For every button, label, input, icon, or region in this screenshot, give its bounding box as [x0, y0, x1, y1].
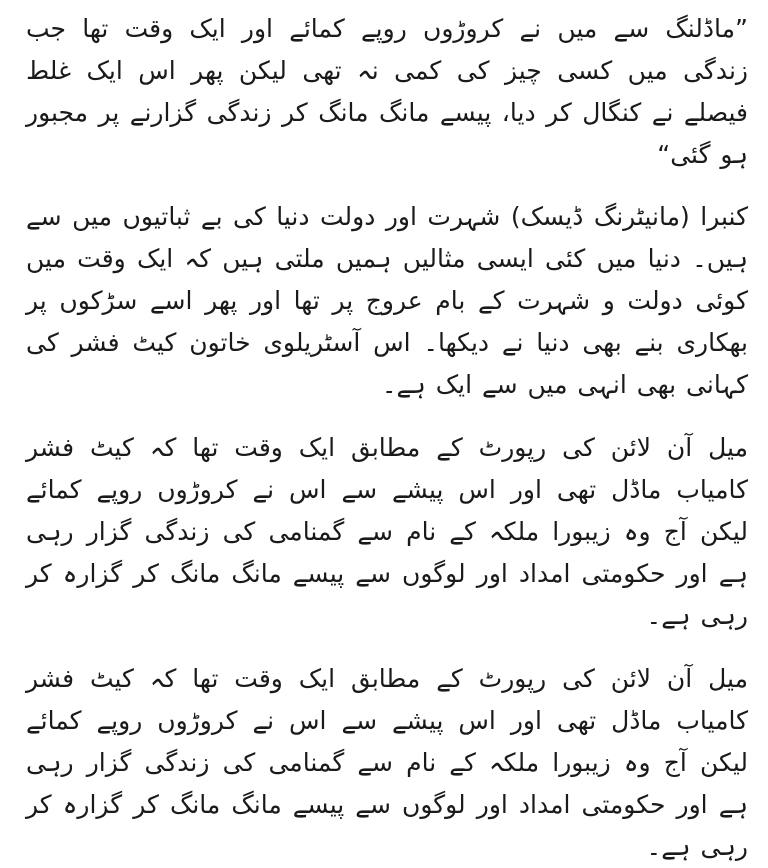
pull-quote: ”ماڈلنگ سے میں نے کروڑوں روپے کمائے اور ایک وقت تھا جب زندگی میں کسی چیز کی کمی نہ تھی لیکن پھر اس ایک غلط فیصلے نے کنگال کر دیا، پیسے مانگ مانگ کر زندگی گزارنے پر مجبور ہو گئی“ [26, 14, 748, 169]
report-paragraph: میل آن لائن کی رپورٹ کے مطابق ایک وقت تھا کہ کیٹ فشر کامیاب ماڈل تھی اور اس پیشے سے اس نے کروڑوں روپے کمائے لیکن آج وہ زیبورا ملکہ کے نام سے گمنامی کی زندگی گزار رہی ہے اور حکومتی امداد اور لوگوں سے پیسے مانگ مانگ کر گزارہ کر رہی ہے۔ [26, 433, 748, 630]
intro-paragraph: کنبرا (مانیٹرنگ ڈیسک) شہرت اور دولت دنیا کی بے ثباتیوں میں سے ہیں۔ دنیا میں کئی ایسی مثالیں ہمیں ملتی ہیں کہ ایک وقت میں کوئی دولت و شہرت کے بام عروج پر تھا اور پھر اسے سڑکوں پر بھکاری بنے بھی دنیا نے دیکھا۔ اس آسٹریلوی خاتون کیٹ فشر کی کہانی بھی انہی میں سے ایک ہے۔ [26, 202, 748, 399]
report-paragraph-repeat: میل آن لائن کی رپورٹ کے مطابق ایک وقت تھا کہ کیٹ فشر کامیاب ماڈل تھی اور اس پیشے سے اس نے کروڑوں روپے کمائے لیکن آج وہ زیبورا ملکہ کے نام سے گمنامی کی زندگی گزار رہی ہے اور حکومتی امداد اور لوگوں سے پیسے مانگ مانگ کر گزارہ کر رہی ہے۔ [26, 664, 748, 861]
article-body [26, 8, 748, 868]
